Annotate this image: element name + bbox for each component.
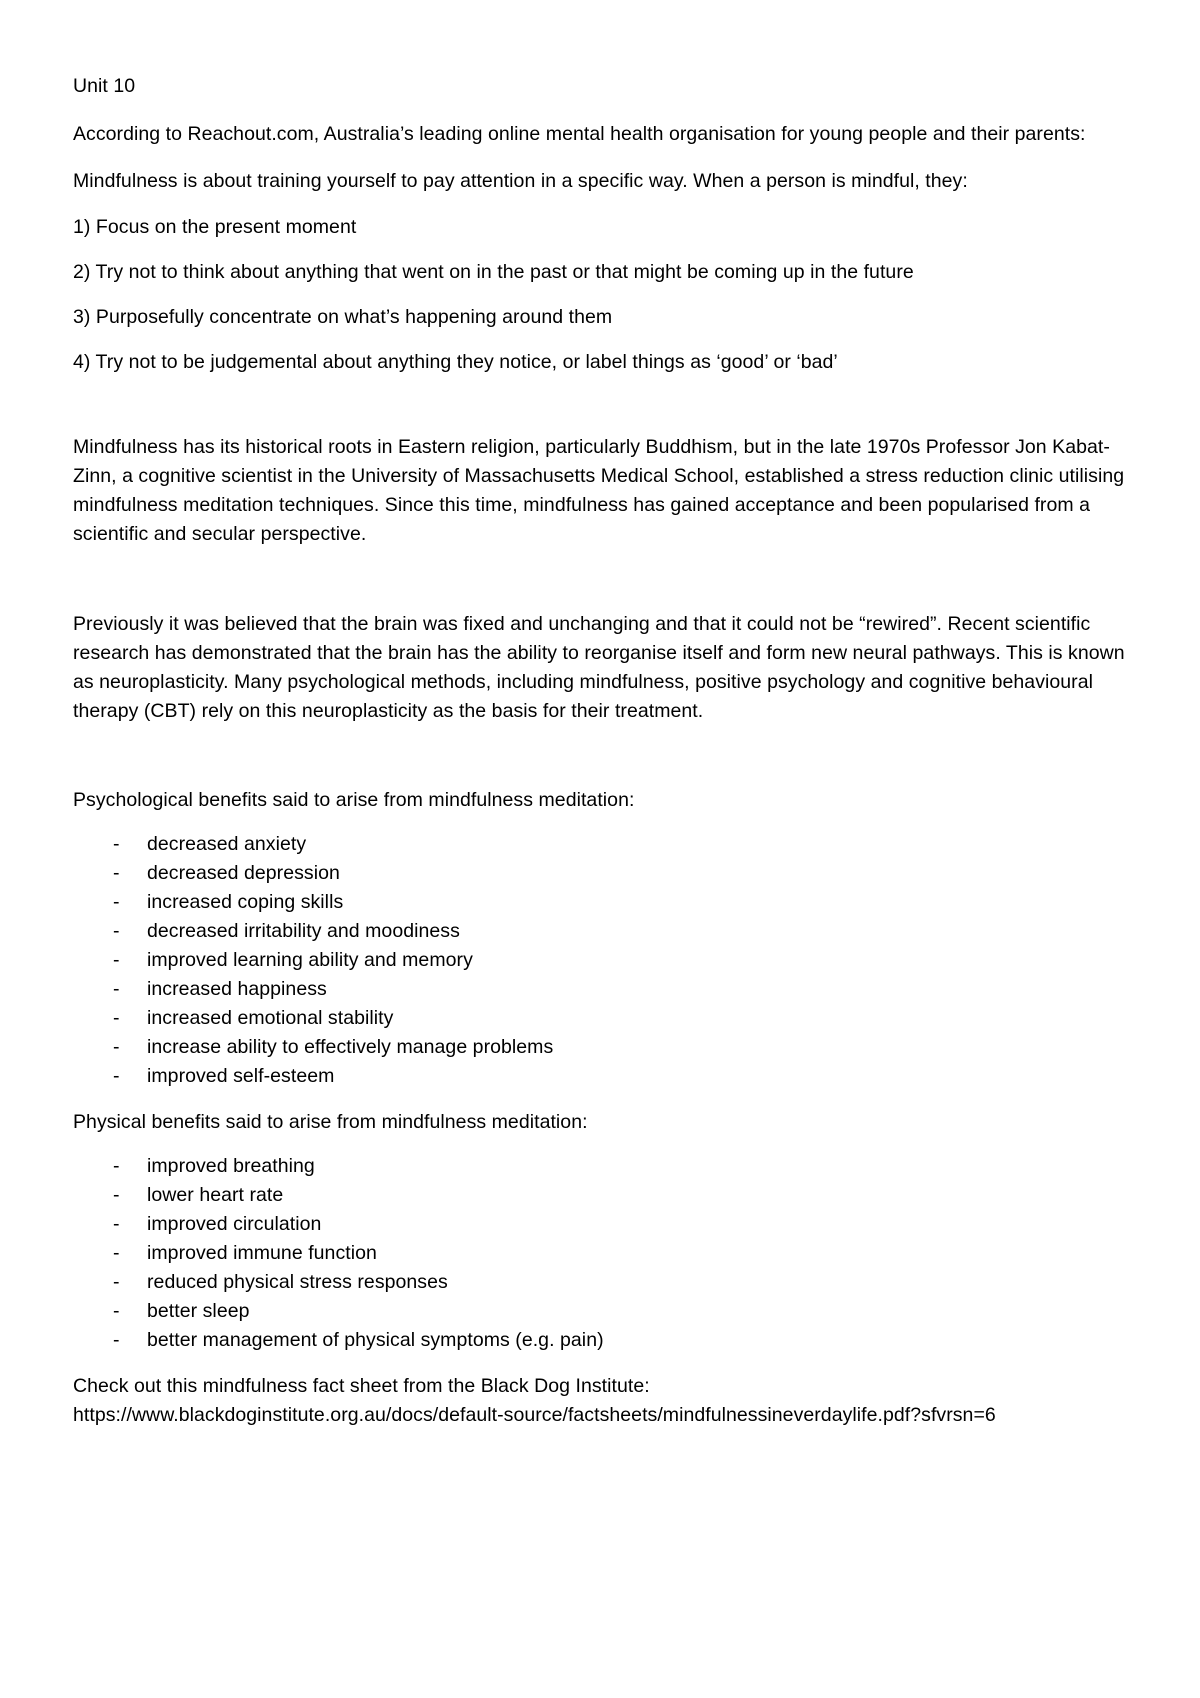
list-item xyxy=(73,1181,1133,1210)
list-item xyxy=(73,830,1133,859)
dash-bullet: - xyxy=(113,1329,120,1351)
list-item-text: increased emotional stability xyxy=(147,1007,394,1029)
dash-bullet: - xyxy=(113,1213,120,1235)
history-paragraph: Mindfulness has its historical roots in Eastern religion, particularly Buddhism, but in the late 1970s Professor Jon Kabat-Zinn, a cognitive scientist in the University of Massachusetts Medical School, established a stress reduction clinic utilising mindfulness meditation techniques. Since this time, mindfulness has gained acceptance and been popularised from a scientific and secular perspective. xyxy=(73,436,1125,545)
list-item xyxy=(73,859,1133,888)
dash-bullet: - xyxy=(113,1036,120,1058)
list-item-text: better sleep xyxy=(147,1300,250,1322)
dash-bullet: - xyxy=(113,1271,120,1293)
list-item xyxy=(73,975,1133,1004)
dash-bullet: - xyxy=(113,891,120,913)
list-item-text: lower heart rate xyxy=(147,1184,284,1206)
dash-bullet: - xyxy=(113,833,120,855)
list-item-text: decreased depression xyxy=(147,862,340,884)
dash-bullet: - xyxy=(113,1242,120,1264)
list-item-text: increased happiness xyxy=(147,978,327,1000)
dash-bullet: - xyxy=(113,1184,120,1206)
physical-benefits-heading: Physical benefits said to arise from mindfulness meditation: xyxy=(73,1111,588,1133)
list-item xyxy=(73,1210,1133,1239)
mindful-point: 2) Try not to think about anything that went on in the past or that might be coming up in the future xyxy=(73,261,914,283)
list-item xyxy=(73,946,1133,975)
list-item xyxy=(73,1239,1133,1268)
list-item xyxy=(73,1268,1133,1297)
list-item xyxy=(73,1062,1133,1091)
dash-bullet: - xyxy=(113,978,120,1000)
list-item xyxy=(73,1326,1133,1355)
list-item xyxy=(73,1004,1133,1033)
list-item xyxy=(73,1152,1133,1181)
list-item-text: increased coping skills xyxy=(147,891,344,913)
list-item-text: improved circulation xyxy=(147,1213,322,1235)
dash-bullet: - xyxy=(113,1065,120,1087)
physical-benefits-list xyxy=(73,1152,1133,1355)
lead-sentence: Mindfulness is about training yourself to pay attention in a specific way. When a person is mindful, they: xyxy=(73,170,968,192)
list-item xyxy=(73,917,1133,946)
list-item-text: improved breathing xyxy=(147,1155,315,1177)
list-item-text: increase ability to effectively manage problems xyxy=(147,1036,554,1058)
page-title: Unit 10 xyxy=(73,75,136,97)
dash-bullet: - xyxy=(113,1007,120,1029)
dash-bullet: - xyxy=(113,862,120,884)
list-item-text: improved learning ability and memory xyxy=(147,949,473,971)
factsheet-text: Check out this mindfulness fact sheet from the Black Dog Institute: xyxy=(73,1375,650,1397)
list-item-text: better management of physical symptoms (e.g. pain) xyxy=(147,1329,604,1351)
factsheet-link[interactable]: https://www.blackdoginstitute.org.au/docs/default-source/factsheets/mindfulnessineverdaylife.pdf?sfvrsn=6 xyxy=(73,1404,996,1426)
intro-paragraph: According to Reachout.com, Australia’s leading online mental health organisation for young people and their parents: xyxy=(73,123,1086,145)
list-item xyxy=(73,888,1133,917)
list-item-text: reduced physical stress responses xyxy=(147,1271,448,1293)
psychological-benefits-heading: Psychological benefits said to arise from mindfulness meditation: xyxy=(73,789,635,811)
mindful-point: 1) Focus on the present moment xyxy=(73,216,357,238)
list-item-text: decreased irritability and moodiness xyxy=(147,920,460,942)
list-item-text: improved immune function xyxy=(147,1242,377,1264)
list-item-text: decreased anxiety xyxy=(147,833,307,855)
list-item-text: improved self-esteem xyxy=(147,1065,335,1087)
dash-bullet: - xyxy=(113,920,120,942)
document-page xyxy=(73,72,1133,1430)
mindful-point: 3) Purposefully concentrate on what’s happening around them xyxy=(73,306,613,328)
dash-bullet: - xyxy=(113,949,120,971)
psychological-benefits-list xyxy=(73,830,1133,1091)
list-item xyxy=(73,1297,1133,1326)
mindful-point: 4) Try not to be judgemental about anything they notice, or label things as ‘good’ or ‘bad’ xyxy=(73,351,838,373)
dash-bullet: - xyxy=(113,1155,120,1177)
list-item xyxy=(73,1033,1133,1062)
neuroplasticity-paragraph: Previously it was believed that the brain was fixed and unchanging and that it could not be “rewired”. Recent scientific research has demonstrated that the brain has the ability to reorganise itself and form new neural pathways. This is known as neuroplasticity. Many psychological methods, including mindfulness, positive psychology and cognitive behavioural therapy (CBT) rely on this neuroplasticity as the basis for their treatment. xyxy=(73,613,1125,722)
dash-bullet: - xyxy=(113,1300,120,1322)
